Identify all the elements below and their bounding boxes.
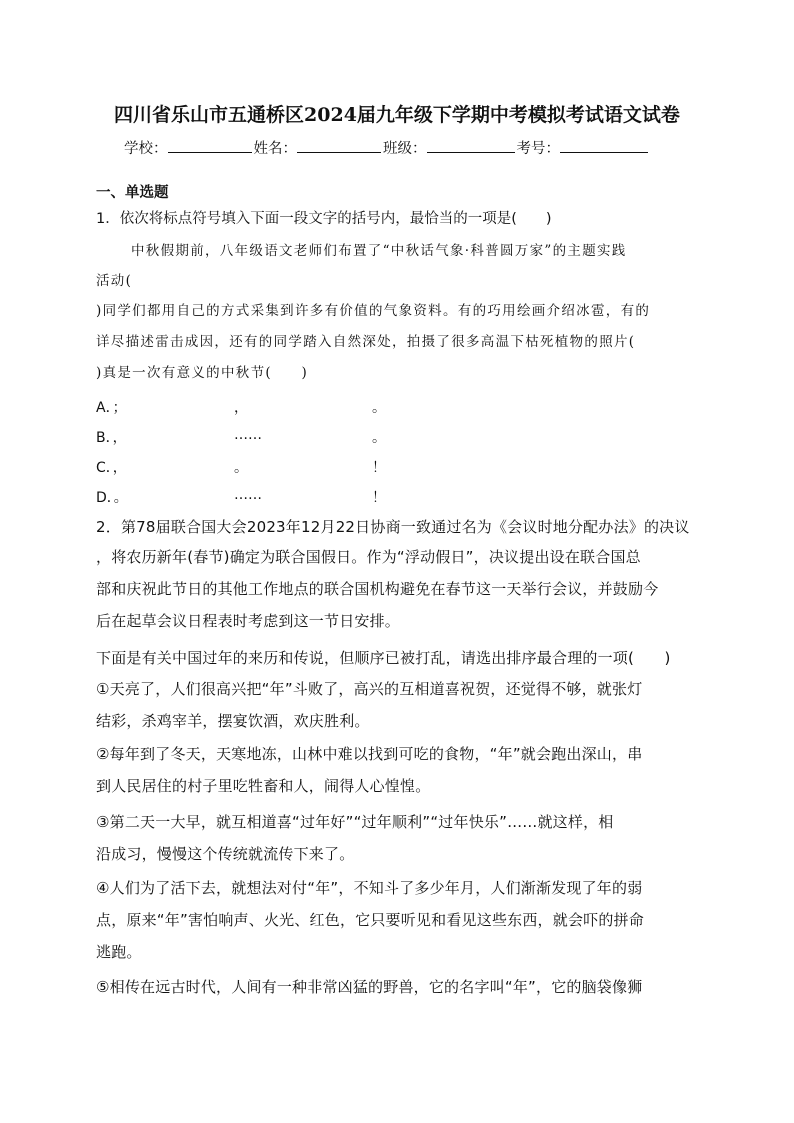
school-blank[interactable] [168, 138, 252, 153]
q1-passage-line: 详尽描述雷击成因，还有的同学踏入自然深处，拍摄了很多高温下枯死植物的照片( [96, 334, 636, 350]
q1-stem: 1．依次将标点符号填入下面一段文字的括号内，最恰当的一项是( ) [96, 211, 552, 227]
q2-line: 2．第78届联合国大会2023年12月22日协商一致通过名为《会议时地分配办法》的决议 [96, 518, 690, 536]
option-mark: …… [234, 427, 262, 443]
q2-line: 点，原来“年”害怕响声、火光、红色，它只要听见和看见这些东西，就会吓的拼命 [96, 911, 644, 929]
q2-line: 下面是有关中国过年的来历和传说，但顺序已被打乱，请选出排序最合理的一项( ) [96, 649, 671, 667]
option-mark: …… [234, 487, 262, 503]
name-blank[interactable] [297, 138, 381, 153]
q2-line: 部和庆祝此节日的其他工作地点的联合国机构避免在春节这一天举行会议，并鼓励今 [96, 580, 659, 598]
class-label: 班级： [383, 141, 427, 157]
q2-line: ④人们为了活下去，就想法对付“年”，不知斗了多少年月，人们渐渐发现了年的弱 [96, 879, 643, 897]
option-mark: 。 [372, 400, 386, 416]
option-mark: ！ [372, 490, 386, 506]
option-label: A．； [96, 400, 127, 416]
option-label: D．。 [96, 490, 128, 506]
q2-line: ③第二天一大早，就互相道喜“过年好”“过年顺利”“过年快乐”……就这样，相 [96, 813, 614, 831]
option-mark: 。 [372, 430, 386, 446]
q2-line: 结彩，杀鸡宰羊，摆宴饮酒，欢庆胜利。 [96, 712, 370, 730]
name-label: 姓名： [253, 141, 297, 157]
exam-title: 四川省乐山市五通桥区2024届九年级下学期中考模拟考试语文试卷 [114, 104, 680, 126]
class-blank[interactable] [427, 138, 515, 153]
option-mark: ！ [372, 460, 386, 476]
q1-passage-line: )真是一次有意义的中秋节( ) [96, 365, 309, 381]
option-label: C．， [96, 460, 127, 476]
school-label: 学校： [124, 141, 168, 157]
q2-line: ⑤相传在远古时代，人间有一种非常凶猛的野兽，它的名字叫“年”，它的脑袋像狮 [96, 978, 643, 996]
number-blank[interactable] [560, 138, 648, 153]
q2-line: ，将农历新年(春节)确定为联合国假日。作为“浮动假日”，决议提出设在联合国总 [96, 548, 641, 566]
section-heading: 一、单选题 [96, 185, 169, 201]
option-label: B．， [96, 430, 127, 446]
q1-passage-line: 中秋假期前，八年级语文老师们布置了“中秋话气象·科普圆万家”的主题实践 [131, 243, 627, 259]
option-mark: 。 [234, 460, 248, 476]
q1-passage-line: )同学们都用自己的方式采集到许多有价值的气象资料。有的巧用绘画介绍冰雹，有的 [96, 303, 651, 319]
q2-line: 到人民居住的村子里吃牲畜和人，闹得人心惶惶。 [96, 777, 431, 795]
student-info-line [124, 137, 648, 158]
q2-line: ②每年到了冬天，天寒地冻，山林中难以找到可吃的食物，“年”就会跑出深山，串 [96, 745, 643, 763]
q2-line: 逃跑。 [96, 943, 142, 961]
q2-line: ①天亮了，人们很高兴把“年”斗败了，高兴的互相道喜祝贺，还觉得不够，就张灯 [96, 680, 643, 698]
q2-line: 沿成习，慢慢这个传统就流传下来了。 [96, 845, 355, 863]
q2-line: 后在起草会议日程表时考虑到这一节日安排。 [96, 612, 401, 630]
option-mark: ， [234, 400, 248, 416]
number-label: 考号： [516, 141, 560, 157]
q1-passage-line: 活动( [96, 273, 133, 289]
